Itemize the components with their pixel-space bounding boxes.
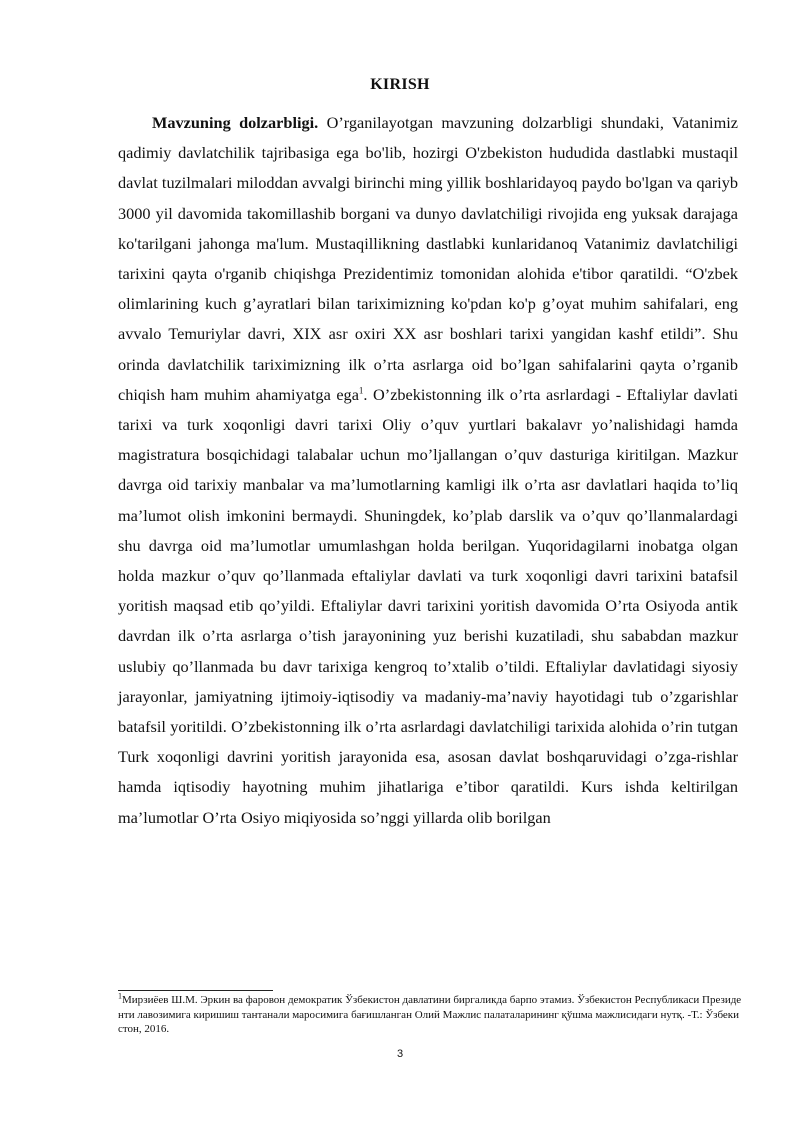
- footnote-separator: [118, 990, 273, 991]
- footnote: [118, 993, 743, 1037]
- footnote-reference[interactable]: 1: [358, 385, 364, 396]
- footnote-text: Мирзиёев Ш.М. Эркин ва фаровон демократик Ўзбекистон давлатини биргаликда барпо этамиз. Ўзбекистон Республикаси Президенти лавозимига киришиш тантанали маросимига бағишланган Олий Мажлис палаталарининг қўшма мажлисидаги нутқ. -Т.: Ўзбекистон, 2016.: [118, 994, 742, 1035]
- footnote-mark: 1: [118, 991, 122, 1001]
- page-title: KIRISH: [370, 76, 430, 93]
- page-number: 3: [396, 1048, 404, 1060]
- paragraph-text-part-1: O’rganilayotgan mavzuning dolzarbligi shundaki, Vatanimiz qadimiy davlatchilik tajribasiga ega bo'lib, hozirgi O'zbekiston hududida dastlabki mustaqil davlat tuzilmalari miloddan avvalgi birinchi ming yillik boshlaridayoq paydo bo'lgan va qariyb 3000 yil davomida takomillashib borgani va dunyo davlatchiligi rivojida eng yuksak darajaga ko'tarilgani jahonga ma'lum. Mustaqillikning dastlabki kunlaridanoq Vatanimiz davlatchiligi tarixini qayta o'rganib chiqishga Prezidentimiz tomonidan alohida e'tibor qaratildi. “O'zbek olimlarining kuch g’ayratlari bilan tariximizning ko'pdan ko'p g’oyat muhim sahifalari, eng avvalo Temuriylar davri, XIX asr oxiri XX asr boshlari tarixi yangidan kashf etildi”. Shu orinda davlatchilik tariximizning ilk o’rta asrlarga oid bo’lgan sahifalarini qayta o’rganib chiqish ham muhim ahamiyatga ega: [118, 113, 738, 404]
- paragraph-lead: Mavzuning dolzarbligi.: [152, 113, 319, 132]
- paragraph-text-part-2: . O’zbekistonning ilk o’rta asrlardagi - Eftaliylar davlati tarixi va turk xoqonligi davri tarixi Oliy o’quv yurtlari bakalavr yo’nalishidagi hamda magistratura bosqichidagi talabalar uchun mo’ljallangan o’quv dasturiga kiritilgan. Mazkur davrga oid tarixiy manbalar va ma’lumotlarning kamligi ilk o’rta asr davlatlari haqida to’liq ma’lumot olish imkonini bermaydi. Shuningdek, ko’plab darslik va o’quv qo’llanmalardagi shu davrga oid ma’lumotlar umumlashgan holda berilgan. Yuqoridagilarni inobatga olgan holda mazkur o’quv qo’llanmada eftaliylar davlati va turk xoqonligi davri tarixini batafsil yoritish maqsad etib qo’yildi. Eftaliylar davri tarixini yoritish davomida O’rta Osiyoda antik davrdan ilk o’rta asrlarga o’tish jarayonining yuz berishi kuzatiladi, shu sababdan mazkur uslubiy qo’llanmada bu davr tarixiga kengroq to’xtalib o’tildi. Eftaliylar davlatidagi siyosiy jarayonlar, jamiyatning ijtimoiy-iqtisodiy va madaniy-ma’naviy hayotidagi tub o’zgarishlar batafsil yoritildi. O’zbekistonning ilk o’rta asrlardagi davlatchiligi tarixida alohida o’rin tutgan Turk xoqonligi davrini yoritish jarayonida esa, asosan davlat boshqaruvidagi o’zga-rishlar hamda iqtisodiy hayotning muhim jihatlariga e’tibor qaratildi. Kurs ishda keltirilgan ma’lumotlar O’rta Osiyo miqiyosida so’nggi yillarda olib borilgan: [118, 384, 738, 827]
- paragraph: [118, 108, 738, 833]
- body-text: [118, 108, 738, 833]
